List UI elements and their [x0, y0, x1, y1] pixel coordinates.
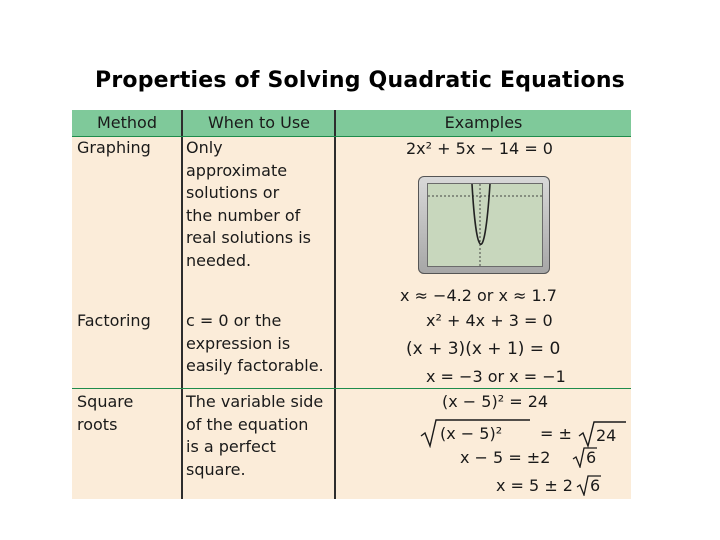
- page-title: Properties of Solving Quadratic Equations: [95, 68, 625, 93]
- method-factoring: Factoring: [77, 311, 151, 330]
- column-divider-1: [181, 110, 183, 499]
- factoring-factored: (x + 3)(x + 1) = 0: [406, 339, 561, 359]
- when-factoring-line: c = 0 or the: [186, 311, 282, 330]
- column-divider-2: [334, 110, 336, 499]
- row-divider-header: [72, 136, 631, 137]
- when-factoring-line: expression is: [186, 333, 291, 353]
- properties-table: [72, 110, 631, 499]
- when-square-roots-line: of the equation: [186, 414, 309, 434]
- graphing-result: x ≈ −4.2 or x ≈ 1.7: [400, 286, 557, 305]
- when-graphing-line: approximate: [186, 160, 288, 180]
- when-factoring: [186, 310, 324, 378]
- header-method: Method: [96, 113, 157, 132]
- table-header: [72, 110, 631, 136]
- when-square-roots-line: The variable side: [186, 392, 324, 411]
- when-graphing-line: real solutions is: [186, 228, 311, 248]
- graphing-equation: 2x² + 5x − 14 = 0: [406, 139, 553, 158]
- solution-radicand: 6: [590, 476, 601, 495]
- when-graphing-line: solutions or: [186, 183, 280, 203]
- solution-lhs: x = 5 ± 2: [496, 476, 573, 495]
- when-square-roots: [186, 391, 323, 481]
- header-examples: Examples: [444, 113, 523, 132]
- parabola-graph-icon: [428, 184, 542, 266]
- when-factoring-line: easily factorable.: [186, 356, 324, 376]
- when-graphing-line: the number of: [186, 205, 301, 225]
- when-graphing: [186, 137, 311, 273]
- square-roots-equation: (x − 5)² = 24: [442, 392, 549, 411]
- factoring-equation: x² + 4x + 3 = 0: [426, 311, 553, 330]
- method-square-roots: [77, 391, 133, 436]
- square-roots-step: [460, 448, 597, 472]
- radical-rhs: = ±: [540, 424, 572, 443]
- graphing-calculator: [418, 176, 550, 274]
- when-square-roots-line: is a perfect: [186, 437, 276, 457]
- radical-contents: (x − 5)²: [440, 424, 503, 443]
- when-square-roots-line: square.: [186, 459, 246, 479]
- method-graphing: Graphing: [77, 138, 151, 157]
- when-graphing-line: needed.: [186, 250, 252, 270]
- step-radicand: 6: [586, 448, 597, 467]
- calculator-screen: [427, 183, 543, 267]
- square-roots-solution: [496, 476, 601, 500]
- radical-value: 24: [596, 426, 617, 445]
- row-divider-1: [72, 388, 631, 389]
- method-square-roots-line: roots: [77, 414, 118, 434]
- method-square-roots-line: Square: [77, 392, 134, 411]
- factoring-solution: x = −3 or x = −1: [426, 367, 566, 386]
- when-graphing-line: Only: [186, 138, 223, 157]
- step-lhs: x − 5 = ±2: [460, 448, 551, 467]
- header-when-to-use: When to Use: [207, 113, 311, 132]
